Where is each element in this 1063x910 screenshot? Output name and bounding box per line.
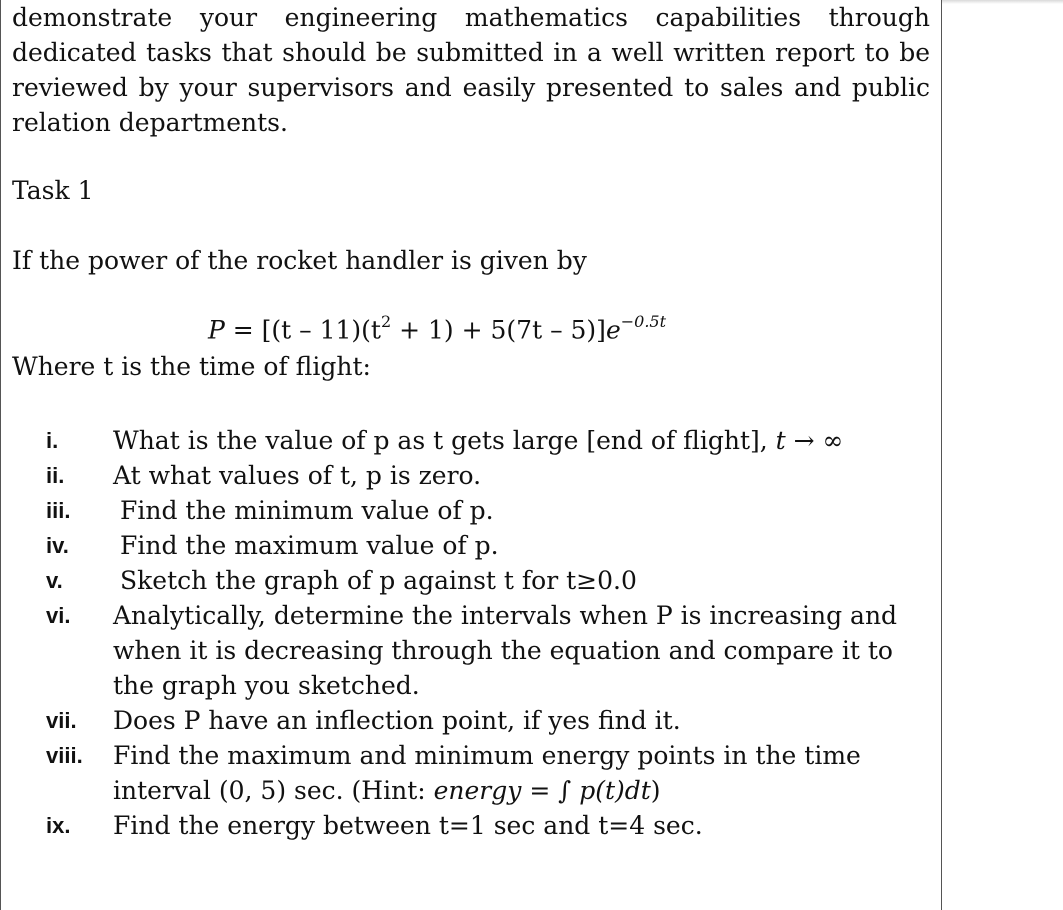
question-text <box>113 423 913 458</box>
question-math: t → ∞ <box>775 426 844 455</box>
question-number: ix. <box>46 813 71 838</box>
question-text: Find the minimum value of p. <box>120 496 494 525</box>
intro-line: relation departments. <box>12 108 288 137</box>
question-text <box>113 738 913 808</box>
equation-body-rest: + 1) + 5(7t – 5)] <box>391 315 606 345</box>
question-item <box>0 598 940 703</box>
question-text: Find the energy between t=1 sec and t=4 sec. <box>113 811 703 840</box>
question-item <box>0 423 940 458</box>
question-text: Does P have an inflection point, if yes find it. <box>113 706 681 735</box>
question-text-body: What is the value of p as t gets large [end of flight], <box>113 426 776 455</box>
question-number: iii. <box>46 498 71 523</box>
question-text: Analytically, determine the intervals when P is increasing and when it is decreasing through the equation and compare it to the graph you sketched. <box>113 601 898 700</box>
power-equation <box>208 314 666 344</box>
question-number: viii. <box>46 743 83 768</box>
intro-paragraph <box>12 0 930 140</box>
where-text: Where t is the time of flight: <box>12 352 371 381</box>
question-number: vii. <box>46 708 77 733</box>
question-text: At what values of t, p is zero. <box>113 461 482 490</box>
equation-body: [(t – 11)(t <box>261 315 381 345</box>
question-number: ii. <box>46 463 65 488</box>
question-item <box>0 458 940 493</box>
question-item <box>0 493 940 528</box>
question-text: Find the maximum value of p. <box>120 531 499 560</box>
equation-square: 2 <box>380 312 392 331</box>
question-list <box>0 423 940 843</box>
question-item <box>0 528 940 563</box>
intro-line: dedicated tasks that should be submitted in a well written report to be <box>12 38 930 67</box>
question-math: energy = ∫ p(t)dt <box>433 776 651 805</box>
task-heading: Task 1 <box>12 176 94 205</box>
equation-exponential-base: e <box>605 315 621 345</box>
intro-line: reviewed by your supervisors and easily presented to sales and public <box>12 73 930 102</box>
question-item <box>0 703 940 738</box>
question-item <box>0 563 940 598</box>
task-lead-text: If the power of the rocket handler is given by <box>12 246 587 275</box>
question-text: Sketch the graph of p against t for t≥0.0 <box>120 566 637 595</box>
question-number: i. <box>46 428 59 453</box>
question-item <box>0 808 940 843</box>
intro-line: demonstrate your engineering mathematics capabilities through <box>12 3 930 32</box>
question-text-body: Find the maximum and minimum energy points in the time interval (0, 5) sec. (Hint: <box>113 741 861 805</box>
question-number: iv. <box>46 533 69 558</box>
equation-lhs: P <box>208 315 225 345</box>
question-number: v. <box>46 568 63 593</box>
page-edge-shadow <box>942 0 1063 4</box>
equation-exponent: −0.5t <box>620 312 667 331</box>
question-item <box>0 738 940 808</box>
question-text-tail: ) <box>650 776 661 805</box>
question-number: vi. <box>46 603 71 628</box>
equation-equals: = <box>224 315 262 345</box>
